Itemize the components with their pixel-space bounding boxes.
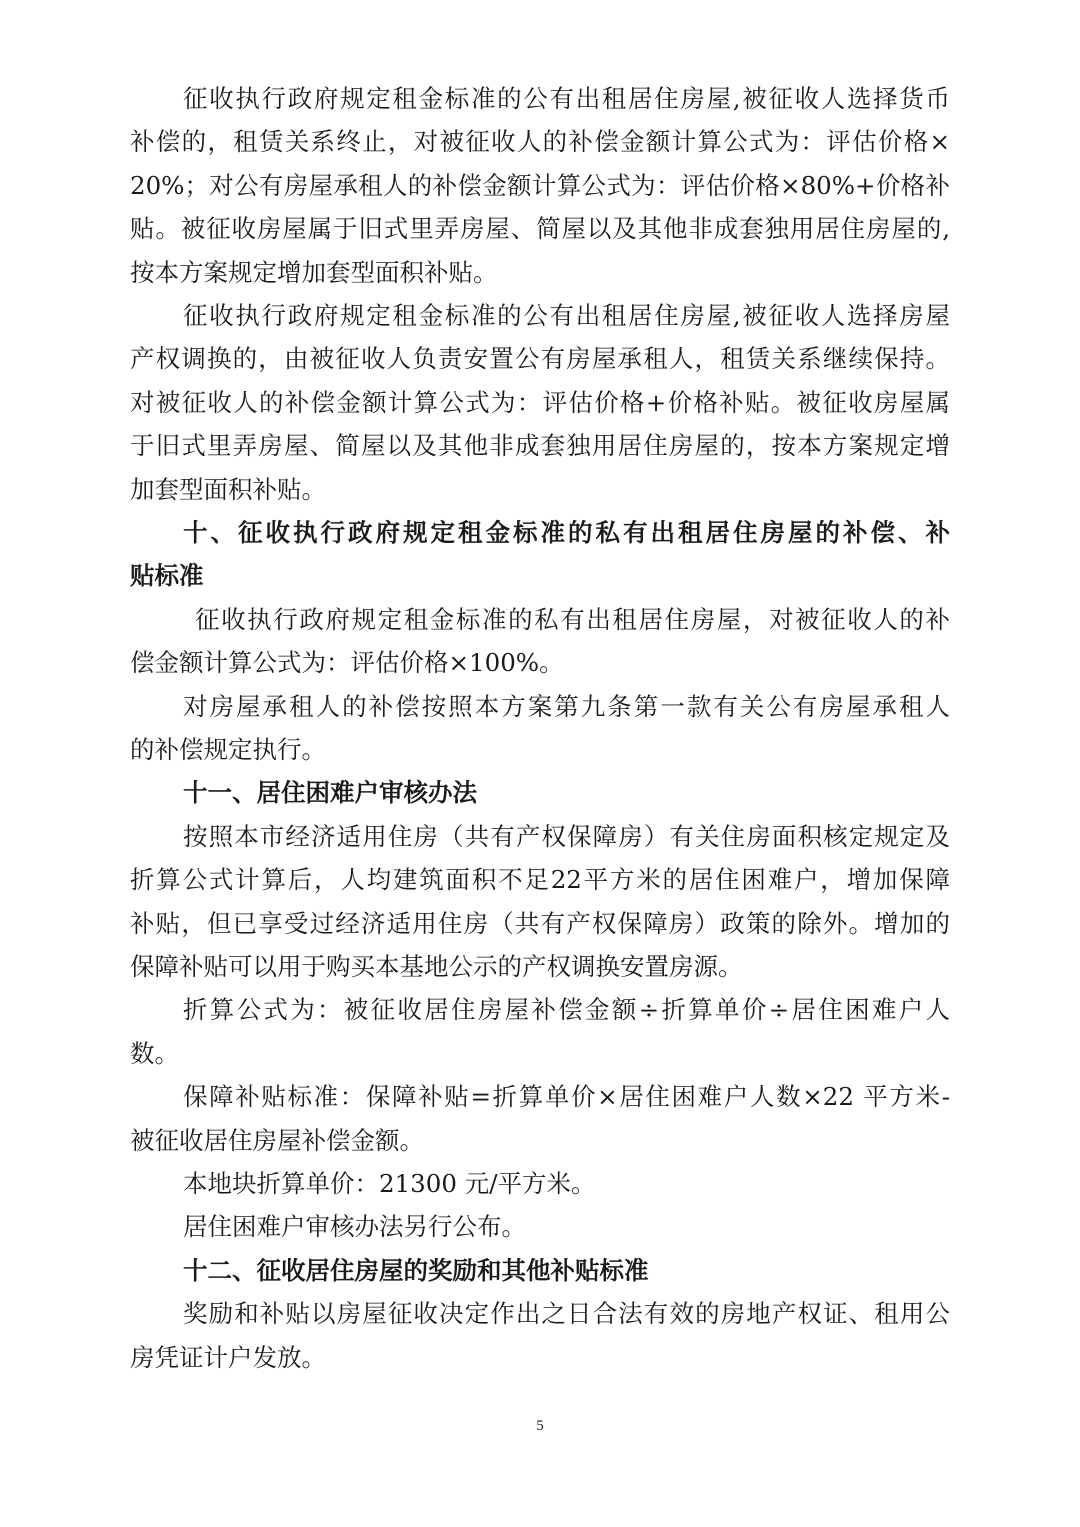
section-heading-line: 十、征收执行政府规定租金标准的私有出租居住房屋的补偿、补 <box>183 518 950 547</box>
page-number: 5 <box>536 1418 544 1434</box>
paragraph-line: 征收执行政府规定租金标准的公有出租居住房屋,被征收人选择货币 <box>183 84 950 113</box>
paragraph-line: 本地块折算单价：21300 元/平方米。 <box>183 1169 596 1198</box>
paragraph-line: 贴。被征收房屋属于旧式里弄房屋、简屋以及其他非成套独用居住房屋的, <box>130 214 950 243</box>
paragraph-line: 偿金额计算公式为：评估价格×100%。 <box>130 648 564 677</box>
paragraph-line: 对被征收人的补偿金额计算公式为：评估价格+价格补贴。被征收房屋属 <box>130 388 950 417</box>
paragraph-line: 按照本市经济适用住房（共有产权保障房）有关住房面积核定规定及 <box>183 822 950 851</box>
paragraph-line: 奖励和补贴以房屋征收决定作出之日合法有效的房地产权证、租用公 <box>183 1299 950 1328</box>
paragraph-line: 折算公式为：被征收居住房屋补偿金额÷折算单价÷居住困难户人 <box>183 995 950 1024</box>
paragraph-line: 对房屋承租人的补偿按照本方案第九条第一款有关公有房屋承租人 <box>183 692 950 721</box>
section-heading-line: 贴标准 <box>130 561 204 590</box>
paragraph-line: 的补偿规定执行。 <box>130 735 326 764</box>
paragraph-line: 征收执行政府规定租金标准的私有出租居住房屋，对被征收人的补 <box>195 605 950 634</box>
paragraph-line: 20%；对公有房屋承租人的补偿金额计算公式为：评估价格×80%+价格补 <box>130 171 950 200</box>
paragraph-line: 补贴，但已享受过经济适用住房（共有产权保障房）政策的除外。增加的 <box>130 909 950 938</box>
paragraph-line: 征收执行政府规定租金标准的公有出租居住房屋,被征收人选择房屋 <box>183 301 950 330</box>
section-heading-line: 十二、征收居住房屋的奖励和其他补贴标准 <box>183 1256 649 1285</box>
paragraph-line: 按本方案规定增加套型面积补贴。 <box>130 258 498 287</box>
paragraph-line: 房凭证计户发放。 <box>130 1343 326 1372</box>
paragraph-line: 折算公式计算后，人均建筑面积不足22平方米的居住困难户，增加保障 <box>130 865 950 894</box>
paragraph-line: 保障补贴标准：保障补贴=折算单价×居住困难户人数×22 平方米- <box>183 1082 950 1111</box>
paragraph-line: 被征收居住房屋补偿金额。 <box>130 1126 424 1155</box>
section-heading-line: 十一、居住困难户审核办法 <box>183 778 477 807</box>
paragraph-line: 数。 <box>130 1039 179 1068</box>
paragraph-line: 保障补贴可以用于购买本基地公示的产权调换安置房源。 <box>130 952 743 981</box>
paragraph-line: 加套型面积补贴。 <box>130 475 326 504</box>
paragraph-line: 产权调换的，由被征收人负责安置公有房屋承租人，租赁关系继续保持。 <box>130 344 950 373</box>
paragraph-line: 补偿的，租赁关系终止，对被征收人的补偿金额计算公式为：评估价格× <box>130 127 950 156</box>
paragraph-line: 居住困难户审核办法另行公布。 <box>183 1212 526 1241</box>
paragraph-line: 于旧式里弄房屋、简屋以及其他非成套独用居住房屋的，按本方案规定增 <box>130 431 950 460</box>
